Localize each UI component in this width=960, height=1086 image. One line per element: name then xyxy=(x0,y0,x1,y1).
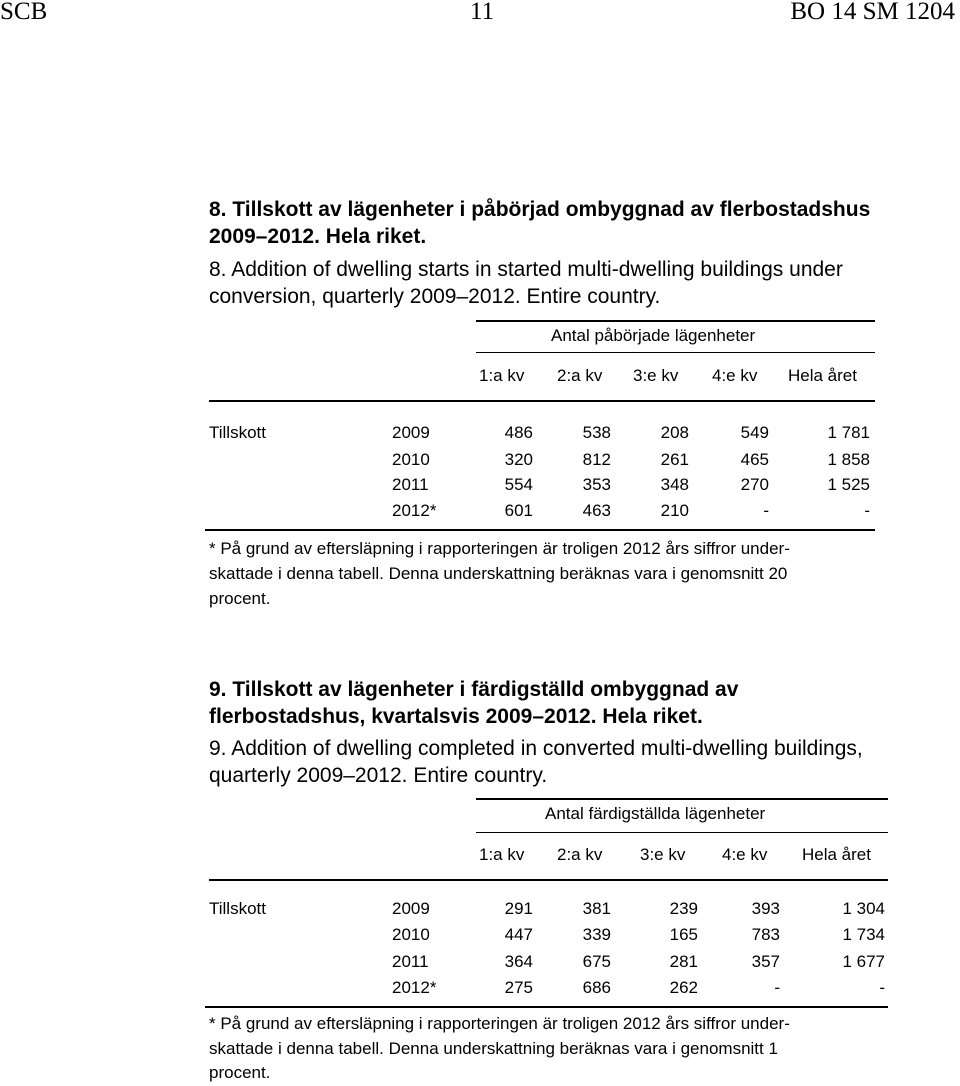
table9-cell: 393 xyxy=(751,899,780,918)
table8-cell: 261 xyxy=(660,450,689,469)
table8-header-rule xyxy=(209,400,875,402)
table8-cell: 348 xyxy=(660,475,689,494)
table8-col-q3: 3:e kv xyxy=(633,366,679,385)
table8-cell: 208 xyxy=(660,423,689,442)
table9-cell: 1 304 xyxy=(842,899,885,918)
table8-cell: 538 xyxy=(582,423,611,442)
table9-cell: 291 xyxy=(504,899,533,918)
table8-spanner-rule xyxy=(476,352,875,353)
table8-col-year: Hela året xyxy=(788,366,857,385)
table8-cell: 1 858 xyxy=(827,450,870,469)
table8-title-sv-line2: 2009–2012. Hela riket. xyxy=(209,225,427,248)
table8-col-q2: 2:a kv xyxy=(557,366,603,385)
table9-cell: 1 734 xyxy=(842,925,885,944)
table9-row-year: 2012* xyxy=(392,978,437,997)
table8-cell: 812 xyxy=(582,450,611,469)
table9-row-label: Tillskott xyxy=(209,899,266,918)
table9-header-rule xyxy=(209,879,888,881)
table8-title-sv-line1: 8. Tillskott av lägenheter i påbörjad ombyggnad av flerbostadshus xyxy=(209,198,871,221)
table9-cell: 357 xyxy=(751,952,780,971)
table8-cell: 549 xyxy=(740,423,769,442)
table9-title-en-line2: quarterly 2009–2012. Entire country. xyxy=(209,764,548,787)
table9-cell: - xyxy=(879,978,885,997)
table8-cell: 353 xyxy=(582,475,611,494)
table9-cell: 281 xyxy=(669,952,698,971)
table9-cell: 364 xyxy=(504,952,533,971)
table9-col-q1: 1:a kv xyxy=(479,845,525,864)
table8-note-line2: skattade i denna tabell. Denna underskattning beräknas vara i genomsnitt 20 xyxy=(209,564,788,583)
table9-cell: - xyxy=(774,978,780,997)
table8-cell: 270 xyxy=(740,475,769,494)
table9-col-q2: 2:a kv xyxy=(557,845,603,864)
table9-cell: 381 xyxy=(582,899,611,918)
table9-spanner: Antal färdigställda lägenheter xyxy=(545,804,766,823)
table9-cell: 675 xyxy=(582,952,611,971)
table8-row-year: 2010 xyxy=(392,450,430,469)
table9-cell: 783 xyxy=(751,925,780,944)
table9-cell: 165 xyxy=(669,925,698,944)
table9-cell: 447 xyxy=(504,925,533,944)
header-right: BO 14 SM 1204 xyxy=(790,0,955,25)
table8-row-label: Tillskott xyxy=(209,423,266,442)
table8-cell: 465 xyxy=(740,450,769,469)
table8-col-q4: 4:e kv xyxy=(712,366,758,385)
table9-cell: 1 677 xyxy=(842,952,885,971)
table9-title-en-line1: 9. Addition of dwelling completed in converted multi-dwelling buildings, xyxy=(209,737,863,760)
table9-top-rule xyxy=(476,798,888,800)
table8-cell: 554 xyxy=(504,475,533,494)
table8-bottom-rule xyxy=(205,529,875,531)
table8-col-q1: 1:a kv xyxy=(479,366,525,385)
header-left: SCB xyxy=(0,0,48,25)
table9-title-sv-line1: 9. Tillskott av lägenheter i färdigställd ombyggnad av xyxy=(209,678,739,701)
table9-cell: 339 xyxy=(582,925,611,944)
table9-row-year: 2010 xyxy=(392,925,430,944)
table9-bottom-rule xyxy=(205,1006,888,1008)
table8-title-en-line2: conversion, quarterly 2009–2012. Entire country. xyxy=(209,285,661,308)
table8-row-year: 2011 xyxy=(392,475,429,494)
table8-cell: 601 xyxy=(504,501,533,520)
table8-cell: 210 xyxy=(660,501,689,520)
table8-cell: - xyxy=(864,501,870,520)
table8-row-year: 2009 xyxy=(392,423,430,442)
table9-cell: 239 xyxy=(669,899,698,918)
table8-top-rule xyxy=(476,320,875,322)
table8-cell: 320 xyxy=(504,450,533,469)
table9-title-sv-line2: flerbostadshus, kvartalsvis 2009–2012. Hela riket. xyxy=(209,705,703,728)
table8-cell: 486 xyxy=(504,423,533,442)
table8-cell: 463 xyxy=(582,501,611,520)
table9-note-line3: procent. xyxy=(209,1063,271,1082)
table9-spanner-rule xyxy=(476,832,888,833)
table9-col-q4: 4:e kv xyxy=(722,845,768,864)
table9-row-year: 2009 xyxy=(392,899,430,918)
table9-note-line1: * På grund av eftersläpning i rapporteringen är troligen 2012 års siffror under- xyxy=(209,1014,790,1033)
table9-note-line2: skattade i denna tabell. Denna underskattning beräknas vara i genomsnitt 1 xyxy=(209,1039,778,1058)
table8-note-line1: * På grund av eftersläpning i rapporteringen är troligen 2012 års siffror under- xyxy=(209,539,790,558)
table8-row-year: 2012* xyxy=(392,501,437,520)
table9-col-q3: 3:e kv xyxy=(640,845,686,864)
table8-title-en-line1: 8. Addition of dwelling starts in started multi-dwelling buildings under xyxy=(209,258,843,281)
page-number: 11 xyxy=(470,0,495,25)
table9-row-year: 2011 xyxy=(392,952,429,971)
table9-col-year: Hela året xyxy=(802,845,871,864)
table8-cell: 1 781 xyxy=(827,423,870,442)
table8-note-line3: procent. xyxy=(209,589,271,608)
table8-spanner: Antal påbörjade lägenheter xyxy=(551,326,756,345)
table9-cell: 262 xyxy=(669,978,698,997)
table8-cell: 1 525 xyxy=(827,475,870,494)
table8-cell: - xyxy=(763,501,769,520)
table9-cell: 686 xyxy=(582,978,611,997)
table9-cell: 275 xyxy=(504,978,533,997)
